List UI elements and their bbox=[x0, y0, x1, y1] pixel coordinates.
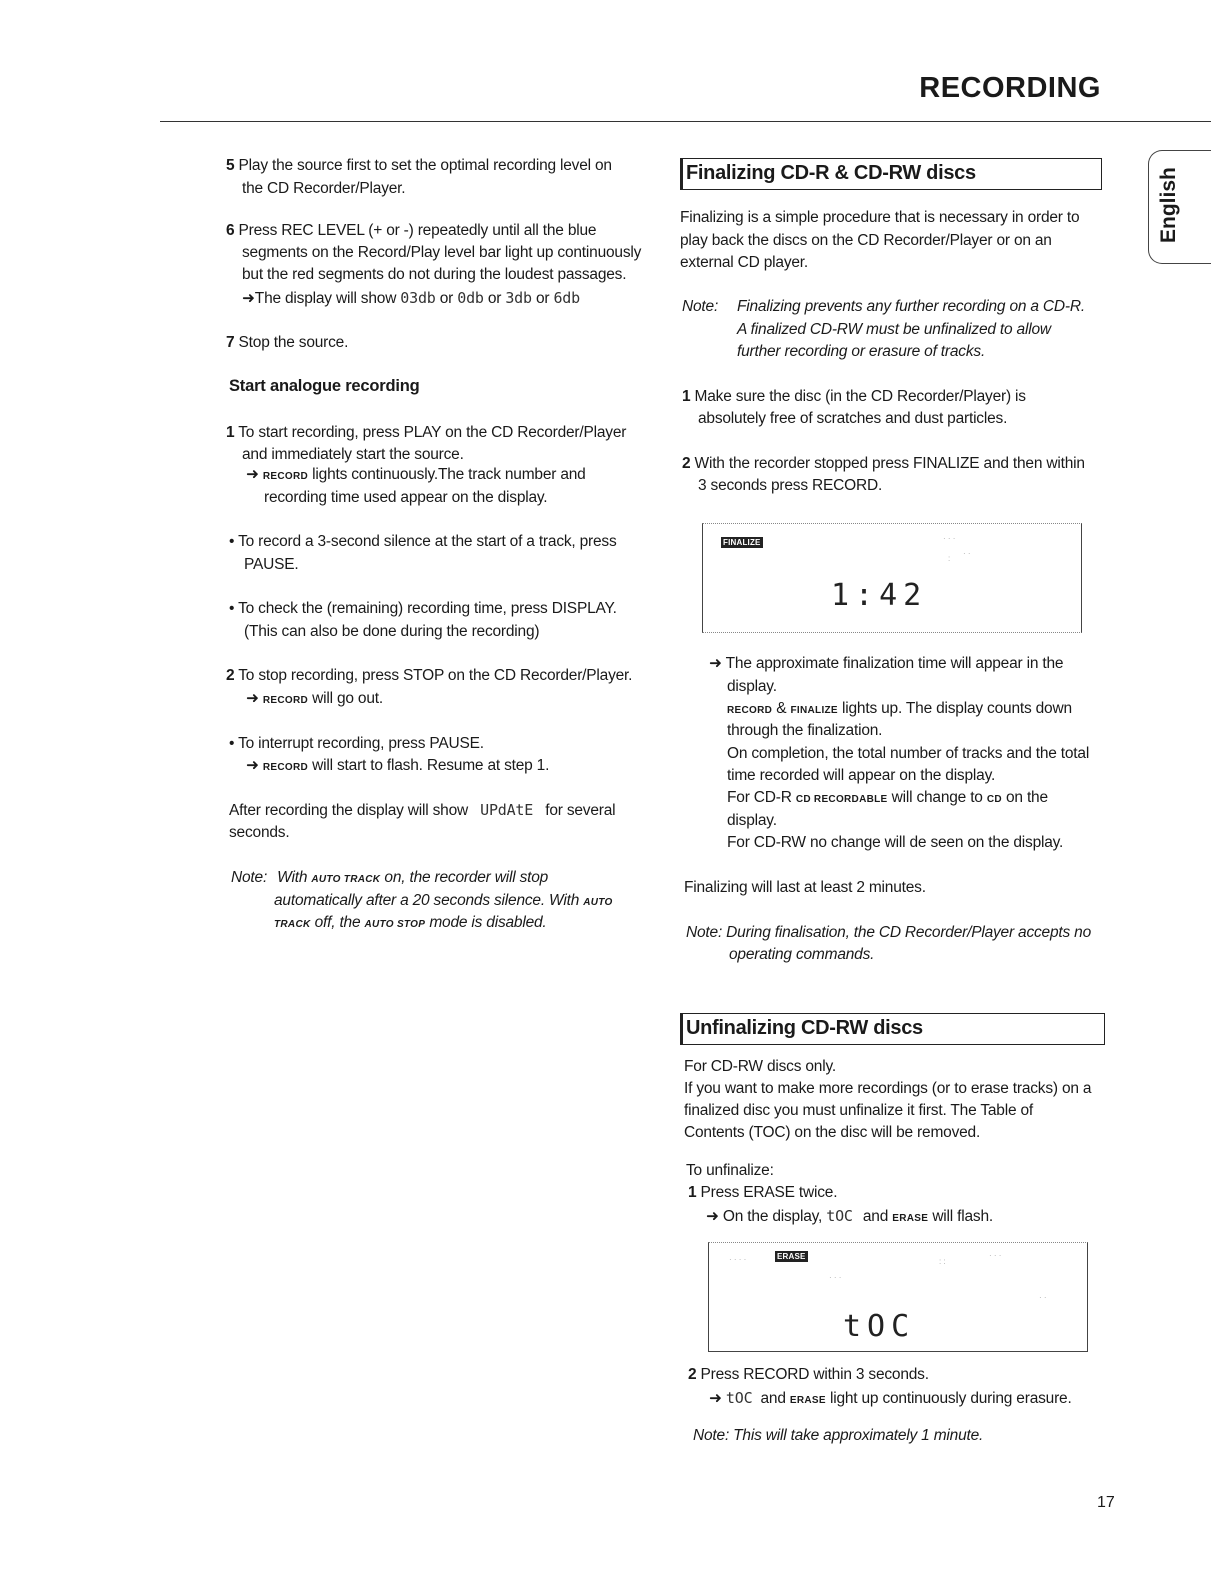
bullet-text: To record a 3-second silence at the start of a track, press bbox=[238, 533, 617, 550]
bullet-3-line-2 bbox=[246, 757, 549, 776]
arrow-icon: ➜ bbox=[706, 1208, 719, 1225]
finalize-note-line-2: operating commands. bbox=[729, 946, 875, 963]
display-readout: 0db bbox=[457, 289, 484, 307]
step-text: To stop recording, press STOP on the CD Recorder/Player. bbox=[238, 667, 633, 684]
record-step-1 bbox=[226, 424, 626, 443]
note-line: A finalized CD-RW must be unfinalized to allow bbox=[737, 321, 1051, 338]
text: After recording the display will show bbox=[229, 802, 468, 819]
section-heading: Unfinalizing CD-RW discs bbox=[686, 1017, 923, 1039]
feature-label: TRACK bbox=[274, 919, 311, 930]
text: On the display, bbox=[722, 1208, 823, 1225]
text: for several bbox=[545, 802, 616, 819]
result-line: display. bbox=[727, 812, 777, 829]
bullet-text: To check the (remaining) recording time, press DISPLAY. bbox=[238, 600, 617, 617]
display-readout: 3db bbox=[505, 289, 532, 307]
step-number: 1 bbox=[682, 388, 691, 405]
indicator-label: FINALIZE bbox=[790, 705, 838, 716]
arrow-icon: ➜ bbox=[709, 655, 722, 672]
step-6 bbox=[226, 222, 596, 241]
arrow-icon: ➜ bbox=[246, 690, 259, 707]
arrow-icon: ➜ bbox=[709, 1390, 722, 1407]
text: The approximate finalization time will appear in the bbox=[725, 655, 1064, 672]
finalize-step-1-line-2: absolutely free of scratches and dust particles. bbox=[698, 410, 1008, 427]
bullet-icon: • bbox=[229, 600, 235, 617]
bullet-3 bbox=[229, 735, 484, 754]
language-tab-label: English bbox=[1157, 167, 1180, 243]
result-line: On completion, the total number of tracks and the total bbox=[727, 745, 1090, 762]
text: on the bbox=[1006, 789, 1048, 806]
finalize-step-2-line-2: 3 seconds press RECORD. bbox=[698, 477, 883, 494]
arrow-icon: ➜ bbox=[242, 290, 255, 307]
bullet-2 bbox=[229, 600, 617, 619]
subheading: Start analogue recording bbox=[229, 377, 420, 395]
arrow-icon: ➜ bbox=[246, 757, 259, 774]
finalize-step-1 bbox=[682, 388, 1026, 407]
paragraph-line: If you want to make more recordings (or to erase tracks) on a bbox=[684, 1080, 1092, 1097]
feature-label: AUTO STOP bbox=[364, 919, 426, 930]
indicator-label: CD bbox=[986, 794, 1002, 805]
step-6-line-2: segments on the Record/Play level bar light up continuously bbox=[242, 244, 642, 261]
note-line-1 bbox=[231, 869, 548, 888]
display-readout: tOC bbox=[725, 1389, 753, 1407]
paragraph-line: To unfinalize: bbox=[686, 1162, 774, 1179]
note-line: further recording or erasure of tracks. bbox=[737, 343, 986, 360]
language-tab bbox=[1148, 150, 1211, 264]
paragraph-line: external CD player. bbox=[680, 254, 809, 271]
section-heading: Finalizing CD-R & CD-RW discs bbox=[686, 162, 976, 184]
note-line: Finalizing prevents any further recording on a CD-R. bbox=[737, 298, 1085, 315]
bullet-text: To interrupt recording, press PAUSE. bbox=[238, 735, 484, 752]
finalize-lcd-display bbox=[702, 523, 1082, 633]
indicator-label: RECORD bbox=[262, 695, 309, 706]
toc-readout: tOC bbox=[843, 1309, 916, 1344]
page-header-title: RECORDING bbox=[919, 72, 1101, 104]
result-line bbox=[727, 700, 1072, 719]
bullet-1-line-2: PAUSE. bbox=[244, 556, 299, 573]
display-readout: 03db bbox=[400, 289, 436, 307]
segment-dots: : : bbox=[939, 1257, 946, 1266]
result-line-1 bbox=[709, 655, 1063, 674]
display-readout: tOC bbox=[826, 1207, 853, 1225]
segment-dots: · · · bbox=[829, 1273, 842, 1282]
erase-indicator: ERASE bbox=[777, 1252, 806, 1261]
paragraph-line: Finalizing is a simple procedure that is necessary in order to bbox=[680, 209, 1080, 226]
unfinalize-note: Note: This will take approximately 1 minute. bbox=[693, 1427, 984, 1444]
feature-label: AUTO TRACK bbox=[311, 874, 381, 885]
arrow-icon: ➜ bbox=[246, 466, 259, 483]
step-7 bbox=[226, 334, 348, 353]
header-rule bbox=[160, 121, 1211, 122]
segment-dots: · · · · bbox=[729, 1255, 747, 1264]
text: automatically after a 20 seconds silence. With bbox=[274, 892, 580, 909]
erase-lcd-display bbox=[708, 1242, 1088, 1352]
step-text: Press REC LEVEL (+ or -) repeatedly until all the blue bbox=[238, 222, 597, 239]
note-label: Note: bbox=[231, 869, 268, 886]
text: and bbox=[760, 1390, 786, 1407]
text: With bbox=[277, 869, 308, 886]
text: will go out. bbox=[312, 690, 383, 707]
segment-dots: · · · bbox=[943, 534, 956, 543]
result-line: For CD-RW no change will de seen on the display. bbox=[727, 834, 1064, 851]
text: light up continuously during erasure. bbox=[829, 1390, 1072, 1407]
paragraph-line: For CD-RW discs only. bbox=[684, 1058, 836, 1075]
indicator-label: RECORD bbox=[262, 762, 309, 773]
finalize-indicator: FINALIZE bbox=[723, 538, 761, 547]
indicator-label: RECORD bbox=[727, 705, 773, 716]
indicator-label: RECORD bbox=[262, 471, 309, 482]
text: & bbox=[776, 700, 787, 717]
indicator-label: ERASE bbox=[789, 1395, 826, 1406]
step-number: 2 bbox=[688, 1366, 697, 1383]
record-step-2 bbox=[226, 667, 632, 686]
segment-dots: · · bbox=[1039, 1293, 1047, 1302]
text: For CD-R bbox=[727, 789, 792, 806]
connector: or bbox=[535, 290, 550, 307]
finalize-note-line-1 bbox=[686, 924, 1091, 943]
text: lights up. The display counts down bbox=[842, 700, 1072, 717]
unfinalize-step-1 bbox=[688, 1184, 837, 1203]
bullet-2-line-2: (This can also be done during the recording) bbox=[244, 623, 540, 640]
step-number: 1 bbox=[226, 424, 235, 441]
step-number: 5 bbox=[226, 157, 235, 174]
text: will change to bbox=[891, 789, 983, 806]
connector: or bbox=[439, 290, 454, 307]
feature-label: AUTO bbox=[583, 897, 613, 908]
connector: or bbox=[487, 290, 502, 307]
text: and bbox=[862, 1208, 889, 1225]
step-text: To start recording, press PLAY on the CD Recorder/Player bbox=[238, 424, 627, 441]
text: will start to flash. Resume at step 1. bbox=[312, 757, 550, 774]
unfinalize-step-2 bbox=[688, 1366, 929, 1385]
step-6-line-3: but the red segments do not during the loudest passages. bbox=[242, 266, 627, 283]
step-number: 2 bbox=[226, 667, 235, 684]
note-line-3 bbox=[274, 914, 547, 933]
step-text: Make sure the disc (in the CD Recorder/Player) is bbox=[694, 388, 1026, 405]
bullet-icon: • bbox=[229, 533, 235, 550]
note-label: Note: bbox=[686, 924, 723, 941]
step-6-line-4 bbox=[242, 289, 580, 309]
step-text: With the recorder stopped press FINALIZE and then within bbox=[694, 455, 1085, 472]
step-number: 1 bbox=[688, 1184, 697, 1201]
display-text: The display will show bbox=[254, 290, 397, 307]
paragraph-line: Contents (TOC) on the disc will be removed. bbox=[684, 1124, 981, 1141]
step-text: Stop the source. bbox=[238, 334, 349, 351]
display-readout: UPdAtE bbox=[480, 801, 534, 819]
segment-dots: · · bbox=[963, 549, 971, 558]
finalize-step-2 bbox=[682, 455, 1085, 474]
text: lights continuously.The track number and bbox=[312, 466, 586, 483]
after-recording bbox=[229, 801, 615, 821]
step-number: 2 bbox=[682, 455, 691, 472]
step-5-line-2: the CD Recorder/Player. bbox=[242, 180, 406, 197]
step-text: Press ERASE twice. bbox=[700, 1184, 838, 1201]
text: mode is disabled. bbox=[429, 914, 547, 931]
finalize-duration: Finalizing will last at least 2 minutes. bbox=[684, 879, 926, 896]
after-recording-line-2: seconds. bbox=[229, 824, 290, 841]
record-step-1-line-3 bbox=[246, 466, 586, 485]
step-text: Play the source first to set the optimal recording level on bbox=[238, 157, 612, 174]
paragraph-line: finalized disc you must unfinalize it first. The Table of bbox=[684, 1102, 1034, 1119]
page-number: 17 bbox=[1097, 1494, 1115, 1511]
record-step-2-line-2 bbox=[246, 690, 383, 709]
note-line-2 bbox=[274, 892, 613, 911]
indicator-label: ERASE bbox=[892, 1213, 929, 1224]
paragraph-line: play back the discs on the CD Recorder/Player or on an bbox=[680, 232, 1052, 249]
step-text: Press RECORD within 3 seconds. bbox=[700, 1366, 929, 1383]
step-number: 7 bbox=[226, 334, 235, 351]
indicator-label: CD RECORDABLE bbox=[795, 794, 888, 805]
text: will flash. bbox=[932, 1208, 993, 1225]
result-line: display. bbox=[727, 678, 777, 695]
unfinalize-step-2-result bbox=[709, 1389, 1072, 1409]
record-step-1-line-2: and immediately start the source. bbox=[242, 446, 464, 463]
text: During finalisation, the CD Recorder/Player accepts no bbox=[726, 924, 1091, 941]
display-readout: 6db bbox=[553, 289, 580, 307]
result-line bbox=[727, 789, 1048, 808]
segment-dots: : bbox=[948, 554, 951, 563]
record-step-1-line-4: recording time used appear on the display. bbox=[264, 489, 548, 506]
bullet-icon: • bbox=[229, 735, 235, 752]
bullet-1 bbox=[229, 533, 617, 552]
unfinalize-step-1-result bbox=[706, 1207, 993, 1227]
segment-dots: · · · bbox=[989, 1251, 1002, 1260]
result-line: time recorded will appear on the display. bbox=[727, 767, 996, 784]
time-readout: 1:42 bbox=[831, 578, 928, 613]
text: off, the bbox=[314, 914, 361, 931]
step-5 bbox=[226, 157, 612, 176]
step-number: 6 bbox=[226, 222, 235, 239]
text: on, the recorder will stop bbox=[384, 869, 549, 886]
note-label: Note: bbox=[682, 298, 719, 315]
result-line: through the finalization. bbox=[727, 722, 883, 739]
